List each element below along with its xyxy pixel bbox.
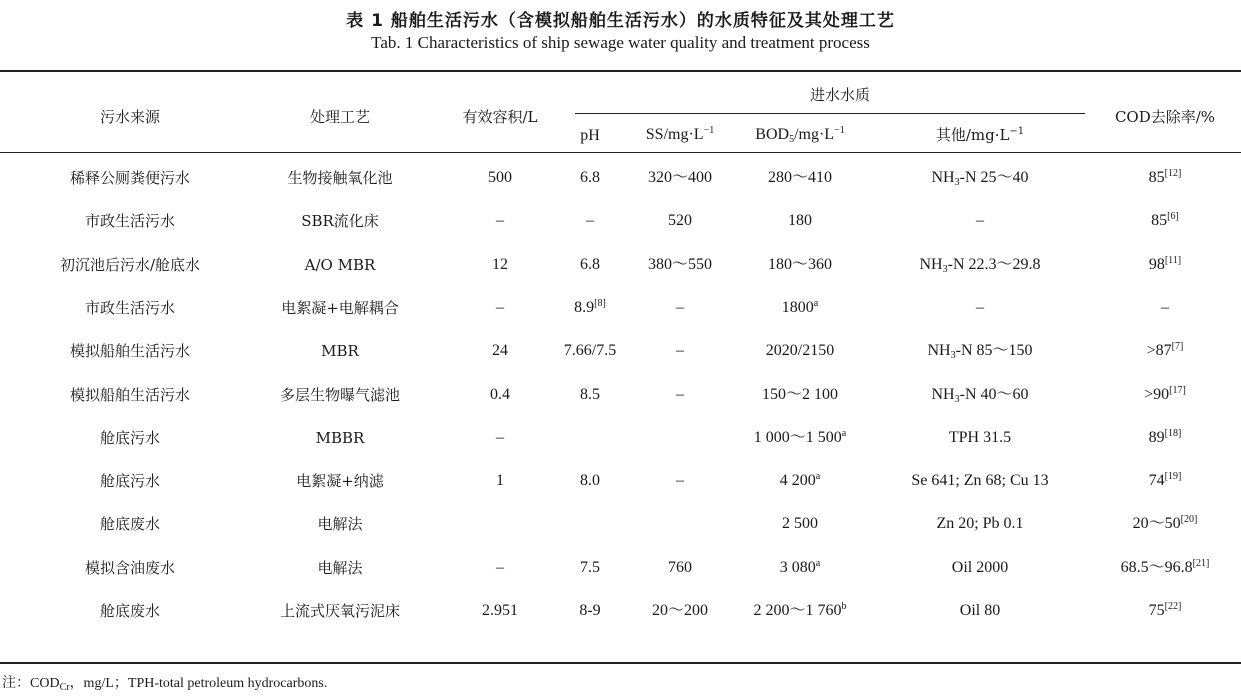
cell-source: 模拟船舶生活污水 [69,386,190,404]
cell-source: 舱底污水 [99,472,160,490]
cell-source: 模拟含油废水 [84,559,175,577]
cell-ph: 7.5 [580,559,600,576]
cell-volume: 0.4 [490,386,510,403]
cell-cod: >90[17] [1144,385,1186,403]
cell-process: MBR [321,342,359,360]
cell-bod: 4 200$^a$ [779,471,821,489]
cell-ss: 320～400 [647,169,712,186]
cell-source: 模拟船舶生活污水 [69,342,190,360]
cell-source: 初沉池后污水/舱底水 [59,256,201,274]
cell-bod: 2 200～1 760$^b$ [753,601,847,619]
cell-bod: 2020/2150 [765,342,835,359]
cell-other: Zn 20; Pb 0.1 [936,515,1024,532]
cell-bod: 1800$^a$ [781,298,819,316]
cell-ph: 6.8 [580,169,600,186]
cell-ss: – [676,386,684,403]
cell-cod: >87[7] [1146,341,1184,359]
col-header-source: 污水来源 [99,108,160,126]
cell-bod: 1 000～1 500$^a$ [753,428,847,446]
cell-cod: 74[19] [1148,471,1182,489]
col-header-bod: $BOD_5/mg\cdot L^{-1}$ [755,125,845,145]
cell-process: 上流式厌氧污泥床 [279,602,400,620]
cell-ph: 8-9 [579,602,601,619]
cell-other: $NH_3-N$ 25～40 [931,169,1029,188]
cell-cod: 85[12] [1148,168,1182,186]
cell-process: 电絮凝+纳滤 [296,472,384,490]
cell-volume: – [496,429,504,446]
cell-ph: 6.8 [580,256,600,273]
cell-process: MBBR [315,429,365,447]
header-rule [0,152,1241,153]
cell-bod: 2 500 [782,515,818,532]
cell-ph: 8.5 [580,386,600,403]
cell-process: 生物接触氧化池 [287,169,393,187]
cell-ss: 380～550 [647,256,712,273]
cell-other: Oil 80 [959,602,1001,619]
cell-bod: 3 080$^a$ [779,558,821,576]
cell-volume: – [496,212,504,229]
cell-process: 电絮凝+电解耦合 [281,299,399,317]
cell-source: 稀释公厕粪便污水 [69,169,190,187]
cell-process: A/O MBR [304,256,376,274]
cell-ss: – [676,342,684,359]
cell-source: 舱底废水 [99,515,160,533]
col-header-process: 处理工艺 [309,108,370,126]
cell-cod: 85[6] [1151,211,1179,229]
cell-ss: 520 [668,212,692,229]
col-header-ss: $SS/mg\cdot L^{-1}$ [645,125,715,143]
cell-ss: – [676,299,684,316]
cell-bod: 180 [788,212,812,229]
cell-other: $NH_3-N$ 85～150 [927,342,1033,361]
table-title-en: Tab. 1 Characteristics of ship sewage water quality and treatment process [371,33,870,52]
bottom-rule [0,662,1241,664]
cell-other: – [976,299,984,316]
cell-volume: 1 [496,472,504,489]
col-header-influent: 进水水质 [809,86,870,104]
table-note: 注：$COD_{Cr}$，mg/L；TPH-total petroleum hydrocarbons. [2,676,328,693]
cell-ss: 20～200 [651,602,708,619]
cell-bod: 150～2 100 [761,386,838,403]
cell-process: 电解法 [317,515,363,533]
col-header-cod: COD去除率/% [1114,108,1216,126]
cell-bod: 280～410 [767,169,832,186]
cell-process: SBR流化床 [301,212,379,230]
cell-ph: – [586,212,594,229]
influent-rule [575,113,1085,114]
cell-cod: 20～50[20] [1132,514,1198,532]
cell-volume: – [496,299,504,316]
table-title-cn: 表 1 船舶生活污水（含模拟船舶生活污水）的水质特征及其处理工艺 [346,11,895,31]
col-header-other: 其他$/mg\cdot L^{-1}$ [935,126,1025,144]
col-header-ph: pH [580,127,600,144]
cell-cod: – [1161,299,1169,316]
top-rule [0,70,1241,72]
cell-source: 舱底污水 [99,429,160,447]
cell-other: Se 641; Zn 68; Cu 13 [911,472,1049,489]
cell-other: TPH 31.5 [948,429,1012,446]
cell-ss: – [676,472,684,489]
cell-volume: 12 [492,256,508,273]
cell-other: $NH_3-N$ 22.3～29.8 [919,256,1041,275]
cell-cod: 75[22] [1148,601,1182,619]
cell-cod: 68.5～96.8[21] [1120,558,1210,576]
cell-source: 舱底废水 [99,602,160,620]
cell-volume: 500 [488,169,512,186]
cell-volume: 24 [492,342,508,359]
cell-other: Oil 2000 [951,559,1009,576]
cell-source: 市政生活污水 [84,212,175,230]
cell-process: 多层生物曝气滤池 [279,386,400,404]
cell-other: – [976,212,984,229]
cell-volume: 2.951 [482,602,518,619]
cell-volume: – [496,559,504,576]
cell-ph: 7.66/7.5 [563,342,617,359]
cell-source: 市政生活污水 [84,299,175,317]
cell-bod: 180～360 [767,256,832,273]
cell-other: $NH_3-N$ 40～60 [931,386,1029,405]
col-header-volume: 有效容积/L [462,108,538,126]
cell-cod: 89[18] [1148,428,1182,446]
cell-ph: 8.0 [580,472,600,489]
cell-ss: 760 [668,559,692,576]
cell-process: 电解法 [317,559,363,577]
cell-ph: 8.9[8] [574,298,606,316]
cell-cod: 98[11] [1148,255,1182,273]
